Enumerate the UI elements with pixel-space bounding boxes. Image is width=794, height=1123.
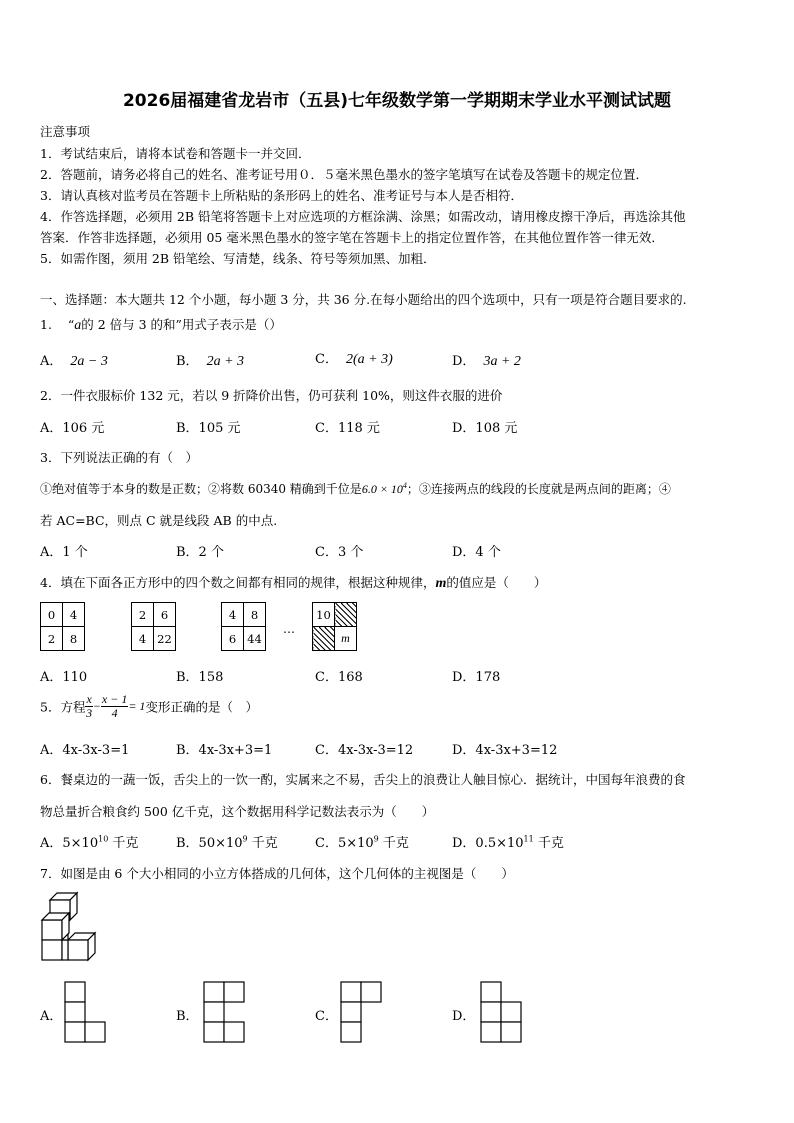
math-expr: $6.0 \times 10^4$ [361, 481, 407, 496]
option-b[interactable]: B．158 [176, 670, 224, 685]
option-d[interactable]: D．108 元 [452, 421, 518, 436]
question-4: 4．填在下面各正方形中的四个数之间都有相同的规律，根据这种规律，m的值应是（ ） [40, 575, 547, 591]
option-c[interactable]: C． [315, 1009, 338, 1024]
number-square: 4 8 6 44 [221, 602, 266, 651]
notes-heading: 注意事项 [40, 124, 91, 139]
section-heading: 一、选择题：本大题共 12 个小题，每小题 3 分，共 36 分.在每小题给出的四个选项中，只有一项是符合题目要求的. [40, 292, 687, 307]
hatched-cell [313, 627, 335, 651]
option-c[interactable]: C．4x-3x-3=12 [315, 743, 414, 758]
option-c[interactable]: C． 2(a + 3) [315, 352, 393, 367]
option-a[interactable]: A．4x-3x-3=1 [40, 743, 130, 758]
option-a[interactable]: A．110 [40, 670, 88, 685]
question-text: “ [67, 317, 75, 332]
ellipsis: … [283, 622, 295, 636]
front-view-figure-b[interactable] [203, 981, 247, 1043]
math-expr: 3a + 2 [483, 354, 521, 369]
fraction: $\frac{x - 1}{4}$ [101, 692, 128, 720]
note-item: 2．答题前，请务必将自己的姓名、准考证号用０．５毫米黑色墨水的签字笔填写在试卷及答题卡的规定位置． [40, 167, 648, 182]
option-c[interactable]: C．$5\times 10^9$ 千克 [315, 834, 409, 851]
math-var: a [74, 318, 82, 333]
option-d[interactable]: D．4 个 [452, 545, 501, 560]
question-6: 6．餐桌边的一蔬一饭，舌尖上的一饮一酌，实属来之不易，舌尖上的浪费让人触目惊心．据统计，中国每年浪费的食 [40, 772, 686, 787]
option-c[interactable]: C．118 元 [315, 421, 380, 436]
question-5: 5．方程 $\frac{x}{3}$ − $\frac{x - 1}{4}$ = 1变形正确的是（ ） [40, 692, 258, 720]
math-expr: 2a + 3 [206, 354, 245, 369]
fraction: $\frac{x}{3}$ [86, 692, 93, 720]
number-square-unknown: 10 m [312, 602, 357, 651]
front-view-figure-c[interactable] [340, 981, 384, 1043]
option-a[interactable]: A． [40, 1009, 63, 1024]
option-c[interactable]: C．3 个 [315, 545, 364, 560]
number-square: 2 6 4 22 [131, 602, 176, 651]
option-d[interactable]: D． [452, 1009, 476, 1024]
question-text: 的 2 倍与 3 的和”用式子表示是（） [81, 317, 282, 332]
math-var: m [435, 576, 447, 591]
option-d[interactable]: D．4x-3x+3=12 [452, 743, 558, 758]
math-expr: 2(a + 3) [345, 352, 393, 367]
question-1 [40, 315, 282, 334]
option-a[interactable]: A． 2a − 3 [40, 354, 108, 369]
option-d[interactable]: D． 3a + 2 [452, 354, 521, 369]
note-item: 1．考试结束后，请将本试卷和答题卡一并交回． [40, 146, 311, 161]
number-square: 0 4 2 8 [40, 602, 85, 651]
question-number: 1. [40, 317, 52, 332]
question-7: 7．如图是由 6 个大小相同的小立方体搭成的几何体，这个几何体的主视图是（ ） [40, 866, 514, 881]
option-b[interactable]: B．105 元 [176, 421, 241, 436]
option-a[interactable]: A．$5\times 10^{10}$ 千克 [40, 834, 139, 851]
question-2: 2．一件衣服标价 132 元，若以 9 折降价出售，仍可获利 10%，则这件衣服的进价 [40, 388, 503, 403]
front-view-figure-d[interactable] [480, 981, 524, 1043]
question-3: 3．下列说法正确的有（ ） [40, 450, 198, 465]
option-b[interactable]: B． 2a + 3 [176, 354, 245, 369]
front-view-figure-a[interactable] [64, 981, 108, 1043]
option-b[interactable]: B．$50\times 10^9$ 千克 [176, 834, 278, 851]
note-item: 答案．作答非选择题，必须用 05 毫米黑色墨水的签字笔在答题卡上的指定位置作答，在其他位置作答一律无效． [40, 230, 664, 245]
question-3-statement: ①绝对值等于本身的数是正数；②将数 60340 精确到千位是$6.0 \times 10^4$；③连接两点的线段的长度就是两点间的距离；④ [40, 481, 671, 496]
math-expr: 2a − 3 [70, 354, 108, 369]
option-b[interactable]: B．2 个 [176, 545, 224, 560]
option-c[interactable]: C．168 [315, 670, 363, 685]
note-item: 5．如需作图，须用 2B 铅笔绘、写清楚，线条、符号等须加黑、加粗． [40, 251, 436, 266]
option-d[interactable]: D．$0.5\times 10^{11}$ 千克 [452, 834, 564, 851]
note-item: 4．作答选择题，必须用 2B 铅笔将答题卡上对应选项的方框涂满、涂黑；如需改动，请用橡皮擦干净后，再选涂其他 [40, 209, 686, 224]
option-a[interactable]: A．106 元 [40, 421, 105, 436]
question-6: 物总量折合粮食约 500 亿千克，这个数据用科学记数法表示为（ ） [40, 804, 435, 819]
option-b[interactable]: B．4x-3x+3=1 [176, 743, 273, 758]
option-b[interactable]: B． [176, 1009, 199, 1024]
page-title: 2026届福建省龙岩市（五县)七年级数学第一学期期末学业水平测试试题 [122, 91, 672, 111]
hatched-cell [335, 603, 357, 627]
option-d[interactable]: D．178 [452, 670, 501, 685]
note-item: 3．请认真核对监考员在答题卡上所粘贴的条形码上的姓名、准考证号与本人是否相符． [40, 188, 523, 203]
question-3-statement: 若 AC=BC，则点 C 就是线段 AB 的中点. [40, 513, 278, 528]
cube-stack-figure [38, 888, 98, 970]
option-a[interactable]: A．1 个 [40, 545, 88, 560]
